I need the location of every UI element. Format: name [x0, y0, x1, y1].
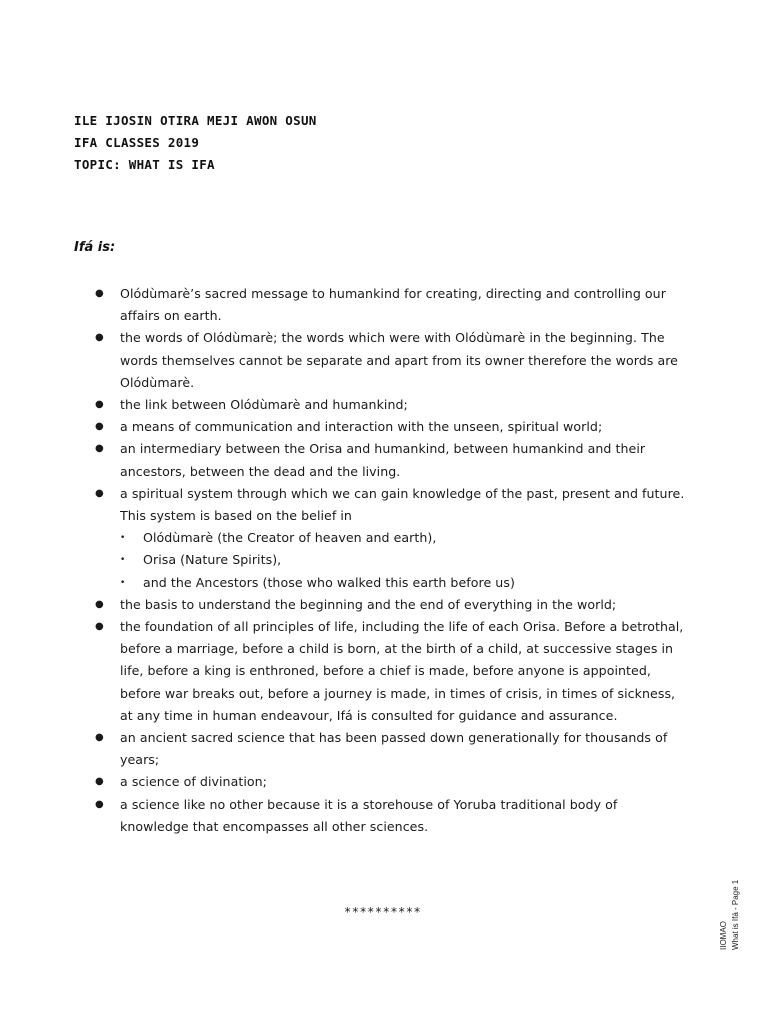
list-item	[0, 394, 688, 416]
bullet-icon: ●	[95, 332, 104, 344]
sublist-item-text: Orisa (Nature Spirits),	[143, 552, 282, 568]
bullet-icon: ●	[95, 621, 104, 633]
bullet-icon: ●	[95, 421, 104, 433]
footer-line-page: What is Ifá - Page 1	[731, 879, 740, 950]
sub-bullet-icon: •	[120, 577, 126, 588]
list-item	[0, 727, 688, 771]
list-item-text: a spiritual system through which we can gain knowledge of the past, present and future. This system is based on the belief in	[120, 485, 685, 524]
list-item	[0, 794, 688, 838]
bullet-icon: ●	[95, 776, 104, 788]
list-item-text: an intermediary between the Orisa and humankind, between humankind and their ancestors, between the dead and the living.	[120, 441, 646, 479]
bullet-icon: ●	[95, 399, 104, 411]
bullet-icon: ●	[95, 798, 104, 810]
list-item-text: the words of Olódùmarè; the words which were with Olódùmarè in the beginning. The words themselves cannot be separate and apart from its owner therefore the words are Olódùmarè.	[120, 330, 678, 390]
footer-line-org: IIOMAO	[719, 921, 728, 950]
list-item-text: the basis to understand the beginning and the end of everything in the world;	[120, 596, 617, 612]
bullet-icon: ●	[95, 443, 104, 455]
header-topic: TOPIC: WHAT IS IFA	[74, 157, 215, 172]
list-item	[0, 283, 688, 327]
bullet-icon: ●	[95, 288, 104, 299]
sub-bullet-icon: •	[120, 533, 126, 544]
list-item	[0, 594, 688, 616]
sublist-item	[120, 572, 688, 594]
list-item-text: a science like no other because it is a storehouse of Yoruba traditional body of knowledge that encompasses all other sciences.	[120, 796, 618, 834]
belief-sublist	[120, 527, 688, 594]
list-item-text: an ancient sacred science that has been passed down generationally for thousands of years;	[120, 730, 668, 768]
definition-list	[0, 283, 768, 838]
sub-bullet-icon: •	[120, 555, 126, 566]
bullet-icon: ●	[95, 732, 104, 744]
list-item	[0, 327, 688, 394]
list-item	[0, 616, 688, 727]
list-item-text: the link between Olódùmarè and humankind;	[120, 397, 408, 413]
bullet-icon: ●	[95, 487, 104, 499]
sublist-item	[120, 549, 688, 571]
sublist-item-text: Olódùmarè (the Creator of heaven and earth),	[143, 530, 437, 546]
document-header	[74, 110, 317, 176]
page-footer	[718, 860, 748, 950]
sublist-item	[120, 527, 688, 549]
intro-heading: Ifá is:	[74, 240, 116, 255]
list-item-text: a means of communication and interaction with the unseen, spiritual world;	[120, 419, 603, 435]
sublist-item-text: and the Ancestors (those who walked this earth before us)	[143, 574, 515, 590]
list-item	[0, 438, 688, 482]
list-item-text: Olódùmarè’s sacred message to humankind for creating, directing and controlling our affairs on earth.	[120, 286, 666, 324]
list-item	[0, 483, 688, 594]
bullet-icon: ●	[95, 598, 104, 610]
header-organization: ILE IJOSIN OTIRA MEJI AWON OSUN	[74, 113, 317, 128]
list-item-text: a science of divination;	[120, 774, 267, 790]
section-separator: **********	[344, 905, 422, 919]
list-item	[0, 771, 688, 793]
header-class: IFA CLASSES 2019	[74, 135, 200, 150]
list-item-text: the foundation of all principles of life, including the life of each Orisa. Before a betrothal, before a marriage, before a child is born, at the birth of a child, at successive stages in life, before a king is enthroned, before a chief is made, before anyone is appointed, before war breaks out, before a journey is made, in times of crisis, in times of sickness, at any time in human endeavour, Ifá is consulted for guidance and assurance.	[120, 619, 684, 723]
list-item	[0, 416, 688, 438]
